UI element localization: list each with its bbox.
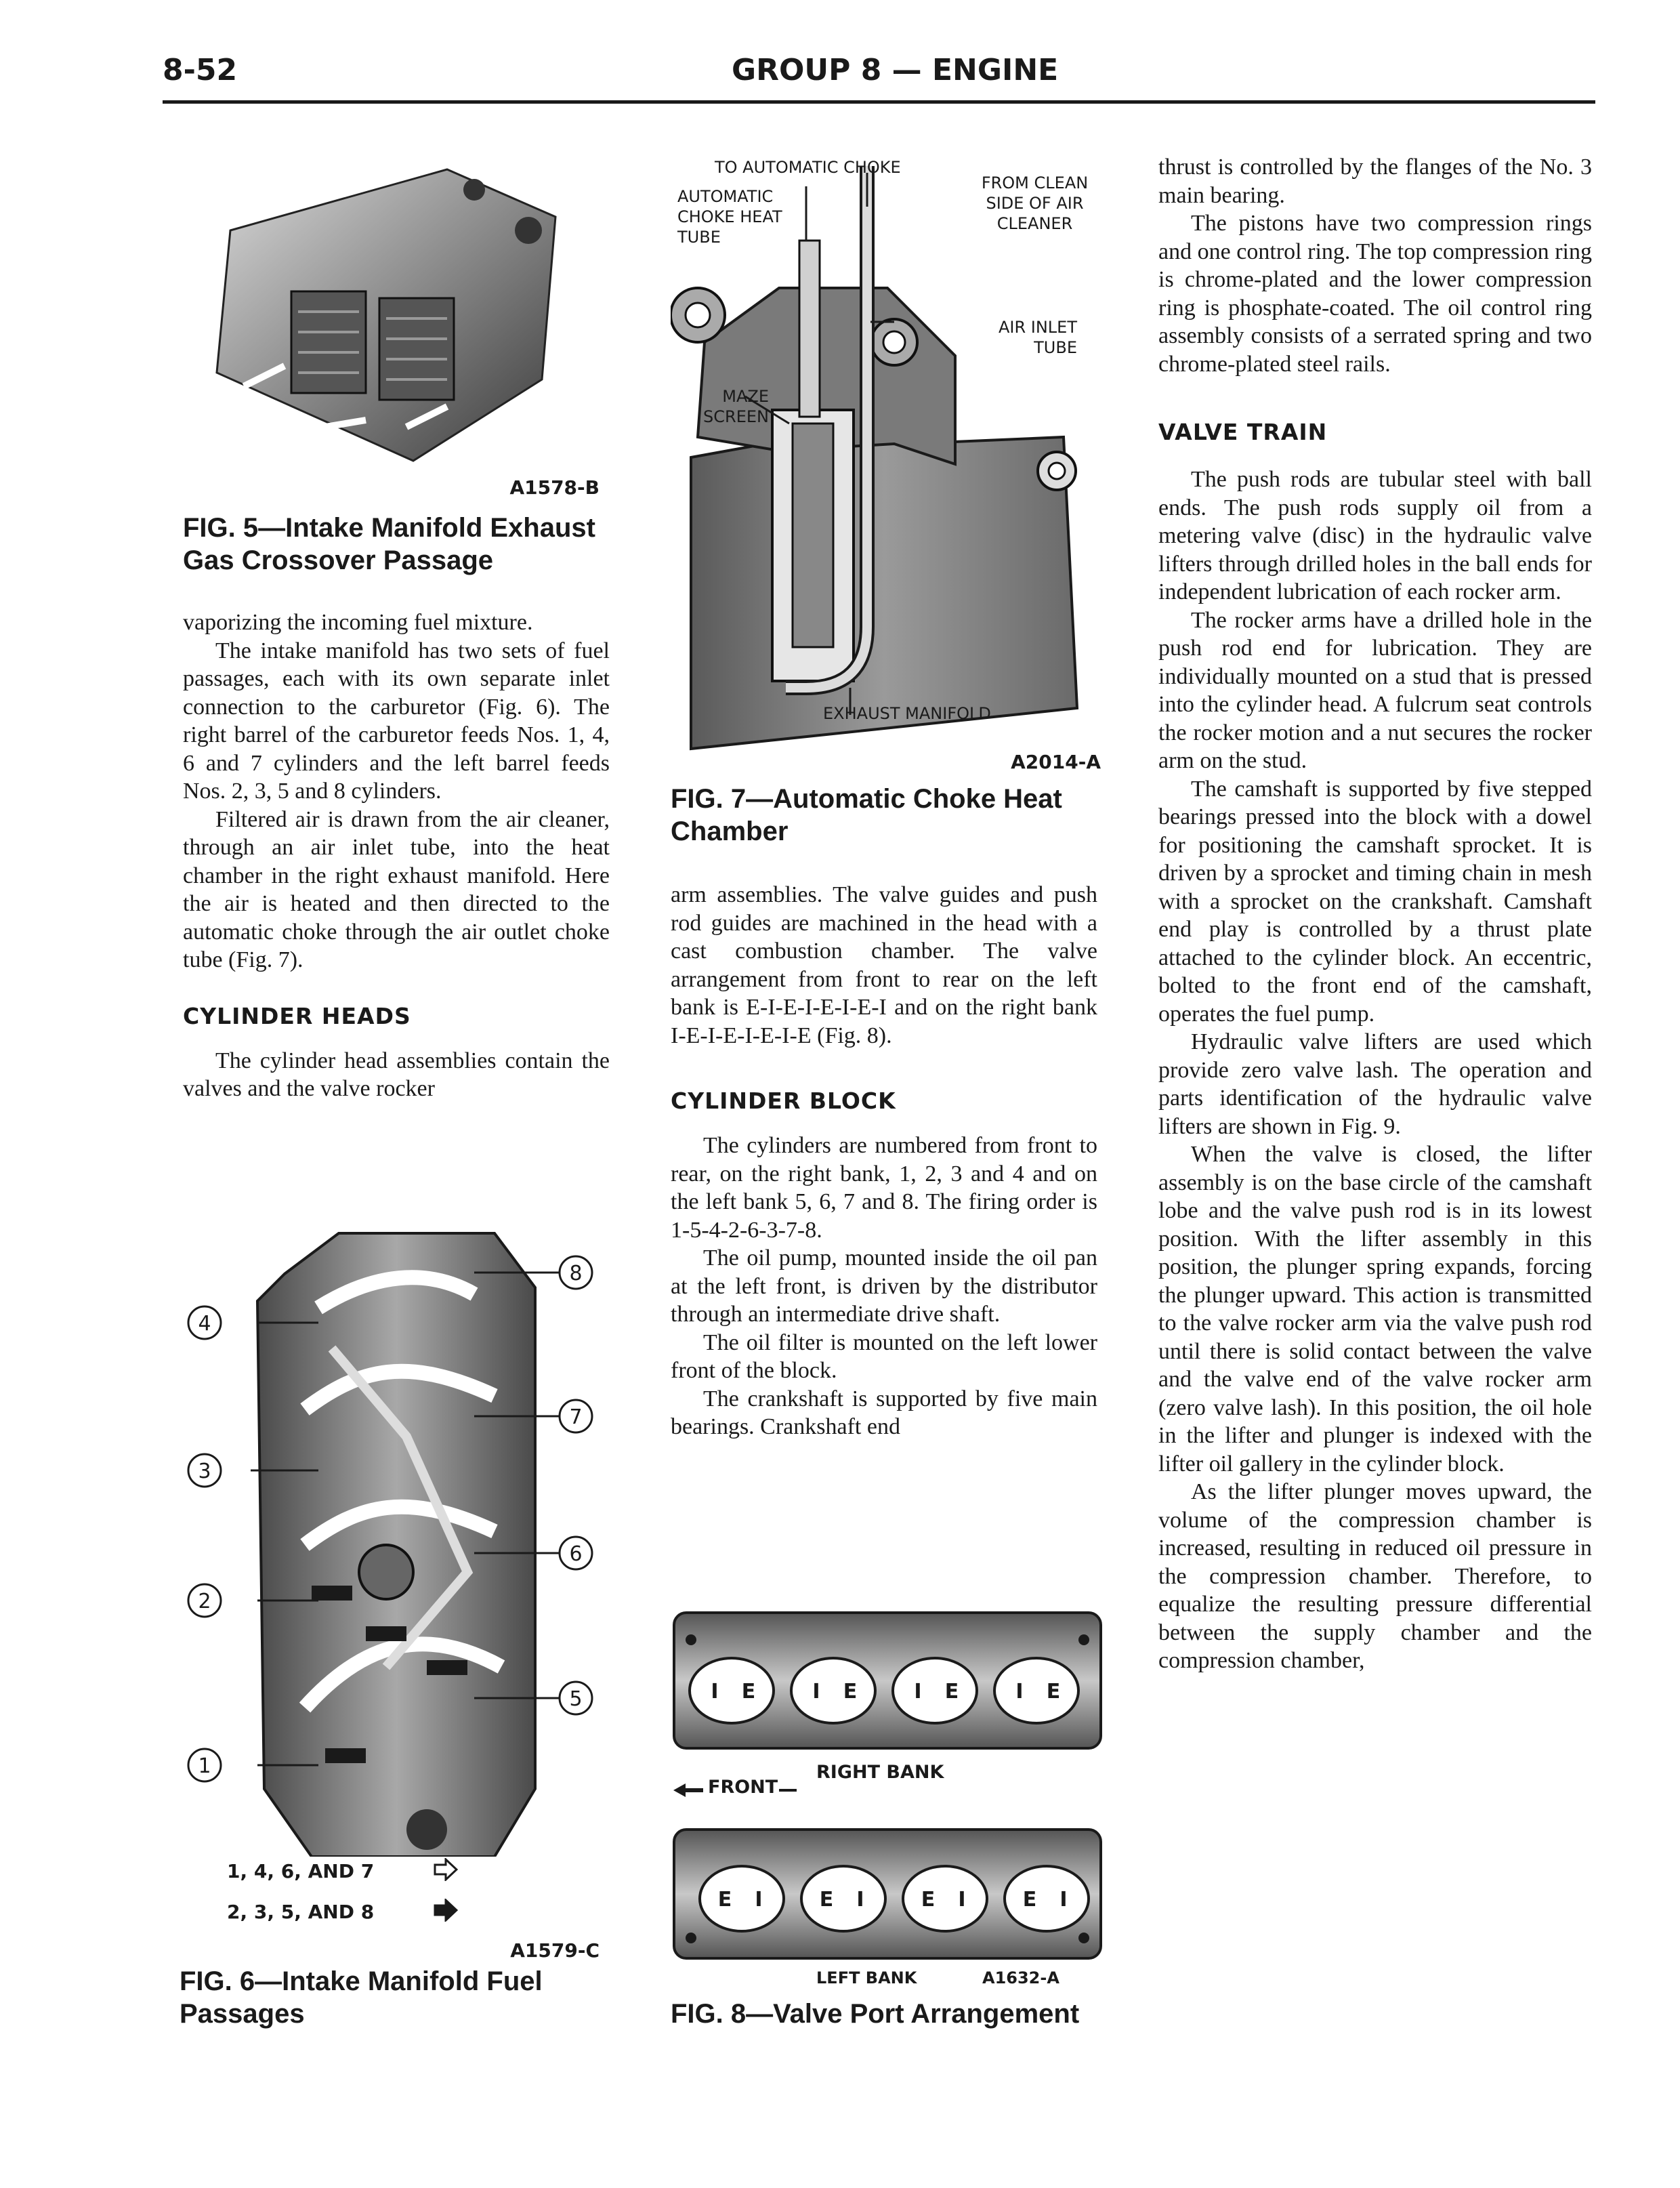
col1-paragraph: Filtered air is drawn from the air cleaner, through an air inlet tube, into the heat chamber in the right exhaust manifold. Here the air is heated and then directed to the automatic choke through the air outlet choke tube (Fig. 7). [183, 806, 610, 972]
fig8-left-bank-label: LEFT BANK [816, 1968, 917, 1987]
col2-paragraph: The oil pump, mounted inside the oil pan at the left front, is driven by the distributor through an intermediate drive shaft. [671, 1245, 1097, 1327]
section-heading-cylinder-block: CYLINDER BLOCK [671, 1088, 896, 1114]
port-label: E [1022, 1888, 1037, 1912]
col2-paragraph: The oil filter is mounted on the left lower front of the block. [671, 1329, 1097, 1383]
col3-paragraph: The rocker arms have a drilled hole in the push rod end for lubrication. They are individually mounted on a stud that is pressed into the cylinder head. A fulcrum seat controls the rocker motion and a nut secures the rocker arm on the stud. [1158, 607, 1592, 773]
col2-paragraph: The cylinders are numbered from front to rear, on the right bank, 1, 2, 3 and 4 and on the left bank 5, 6, 7 and 8. The firing order is 1-5-4-2-6-3-7-8. [671, 1133, 1097, 1243]
fig6-callout-number: 2 [198, 1590, 211, 1613]
port-label: I [856, 1888, 864, 1912]
fig6-callout-number: 3 [198, 1460, 211, 1483]
col1-paragraph: The cylinder head assemblies contain the valves and the valve rocker [183, 1048, 610, 1101]
fig6-callout-number: 1 [198, 1754, 211, 1778]
page-number: 8-52 [163, 53, 238, 87]
port-label: I [914, 1680, 922, 1704]
fig5-code: A1578-B [509, 476, 600, 499]
fig6-callout-number: 8 [569, 1262, 583, 1285]
fig8-code: A1632-A [982, 1968, 1059, 1987]
port-label: E [1046, 1680, 1061, 1704]
fig6-image [183, 1193, 610, 1857]
port-label: I [755, 1888, 763, 1912]
col3-paragraph: The push rods are tubular steel with ball ends. The push rods supply oil from a metering valve (disc) in the hydraulic valve lifters through drilled holes in the ball ends for independent lubrication of each rocker arm. [1158, 467, 1592, 604]
fig7-label-heat-tube: AUTOMATIC CHOKE HEAT TUBE [677, 187, 782, 247]
port-label: E [921, 1888, 936, 1912]
port-label: E [819, 1888, 834, 1912]
port-label: E [944, 1680, 959, 1704]
col1-paragraph: vaporizing the incoming fuel mixture. [183, 610, 533, 635]
port-label: I [1059, 1888, 1068, 1912]
col3-paragraph: When the valve is closed, the lifter assembly is on the base circle of the camshaft lobe and the valve push rod is in its lowest position. With the lifter assembly in this position, the plunger spring expands, forcing the plunger upward. This action is transmitted to the valve rocker arm via the valve push rod until there is solid contact between the valve and the valve end of the valve rocker arm (zero valve lash). In this position, the oil hole in the lifter and plunger is indexed with the lifter oil gallery in the cylinder block. [1158, 1142, 1592, 1477]
fig7-label-air-inlet: AIR INLET TUBE [998, 318, 1077, 357]
fig5-caption: FIG. 5—Intake Manifold Exhaust Gas Crossover Passage [183, 513, 595, 575]
col3-paragraph: The camshaft is supported by five stepped bearings pressed into the block with a dowel for positioning the camshaft sprocket. It is driven by a sprocket and timing chain in mesh with a sprocket on the crankshaft. Camshaft end play is controlled by a thrust plate attached to the cylinder block. An eccentric, bolted to the front end of the camshaft, operates the fuel pump. [1158, 776, 1592, 1027]
fig6-callout-number: 6 [569, 1542, 583, 1566]
fig6-code: A1579-C [510, 1939, 600, 1962]
port-label: E [741, 1680, 756, 1704]
fig7-code: A2014-A [1011, 751, 1101, 773]
col2-paragraph: arm assemblies. The valve guides and push rod guides are machined in the head with a cast combustion chamber. The valve arrangement from front to rear on the left bank is E-I-E-I-E-I-E-I and on the right bank I-E-I-E-I-E-I-E (Fig. 8). [671, 882, 1097, 1048]
fig5-image [190, 156, 569, 474]
section-heading-cylinder-heads: CYLINDER HEADS [183, 1002, 411, 1029]
port-label: I [812, 1680, 820, 1704]
fig6-caption: FIG. 6—Intake Manifold Fuel Passages [180, 1966, 543, 2029]
port-label: E [717, 1888, 732, 1912]
col3-paragraph: The pistons have two compression rings and one control ring. The top compression ring is chrome-plated and the lower compression ring is phosphate-coated. The oil control ring assembly consists of a serrated spring and two chrome-plated steel rails. [1158, 211, 1592, 377]
port-label: I [1015, 1680, 1024, 1704]
section-heading-valve-train: VALVE TRAIN [1158, 419, 1328, 445]
group-title: GROUP 8 — ENGINE [732, 53, 1059, 87]
fig7-label-exhaust: EXHAUST MANIFOLD [823, 704, 991, 723]
fig7-label-to-choke: TO AUTOMATIC CHOKE [715, 158, 901, 177]
port-label: E [843, 1680, 858, 1704]
col3-paragraph: As the lifter plunger moves upward, the volume of the compression chamber is increased, resulting in reduced oil pressure in the compression chamber. Therefore, to equalize the resulting pressure differential between the supply chamber and the compression chamber, [1158, 1479, 1592, 1673]
port-label: I [958, 1888, 966, 1912]
arrow-left-icon [672, 1782, 705, 1798]
fig7-label-clean-side: FROM CLEAN SIDE OF AIR CLEANER [981, 173, 1089, 233]
fig6-callout-number: 5 [569, 1687, 583, 1711]
fig8-front-label: FRONT [708, 1777, 778, 1798]
col1-paragraph: The intake manifold has two sets of fuel passages, each with its own separate inlet connection to the carburetor (Fig. 6). The right barrel of the carburetor feeds Nos. 1, 4, 6 and 7 cylinders and the left barrel feeds Nos. 2, 3, 5 and 8 cylinders. [183, 638, 610, 804]
col3-paragraph: thrust is controlled by the flanges of the No. 3 main bearing. [1158, 154, 1592, 208]
col2-paragraph: The crankshaft is supported by five main bearings. Crankshaft end [671, 1386, 1097, 1439]
hollow-arrow-icon [434, 1858, 458, 1881]
port-label: I [711, 1680, 719, 1704]
page-header [163, 53, 1595, 94]
header-rule [163, 100, 1595, 104]
fig6-callout-number: 7 [569, 1405, 583, 1429]
fig8-caption: FIG. 8—Valve Port Arrangement [671, 1999, 1080, 2029]
solid-arrow-icon [434, 1899, 458, 1922]
col3-paragraph: Hydraulic valve lifters are used which provide zero valve lash. The operation and parts identification of the hydraulic valve lifters are shown in Fig. 9. [1158, 1029, 1592, 1139]
fig6-legend-left-barrel: 2, 3, 5, AND 8 [227, 1901, 375, 1923]
fig7-caption: FIG. 7—Automatic Choke Heat Chamber [671, 784, 1062, 846]
dash-line [779, 1789, 797, 1792]
fig7-label-maze: MAZE SCREEN [703, 387, 769, 426]
fig6-callout-number: 4 [198, 1312, 211, 1336]
fig6-legend-right-barrel: 1, 4, 6, AND 7 [227, 1860, 375, 1882]
fig8-right-bank-label: RIGHT BANK [816, 1762, 944, 1783]
